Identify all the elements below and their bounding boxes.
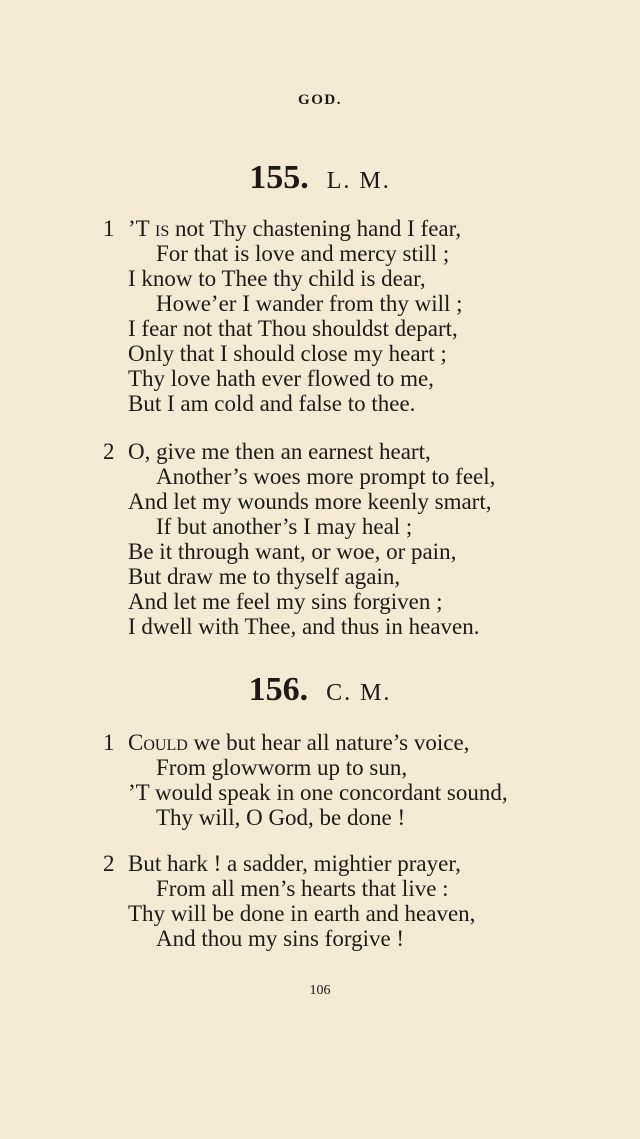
lead-small-caps: ’T is xyxy=(128,216,170,241)
page-number: 106 xyxy=(309,983,331,998)
hymn-number: 155. xyxy=(249,159,309,196)
stanza-line: I know to Thee thy child is dear, xyxy=(128,266,426,291)
stanza-line: I dwell with Thee, and thus in heaven. xyxy=(128,614,480,639)
hymn-number: 156. xyxy=(248,671,309,708)
stanza-line: And let my wounds more keenly smart, xyxy=(128,489,492,514)
stanza-line: But hark ! a sadder, mightier prayer, xyxy=(128,851,461,876)
verse-number: 1 xyxy=(103,730,115,755)
hymn-156-heading xyxy=(0,670,640,713)
stanza-line: Thy love hath ever flowed to me, xyxy=(128,366,434,391)
stanza-line: And let me feel my sins forgiven ; xyxy=(128,589,443,614)
verse-number: 2 xyxy=(103,439,115,464)
stanza-line xyxy=(128,216,461,241)
stanza-line: Only that I should close my heart ; xyxy=(128,341,447,366)
stanza-line: I fear not that Thou shouldst depart, xyxy=(128,316,458,341)
hymn-meter: C. M. xyxy=(326,680,392,706)
stanza-line xyxy=(128,730,469,755)
first-line-rest: not Thy chastening hand I fear, xyxy=(169,216,462,241)
first-line-rest: we but hear all nature’s voice, xyxy=(187,730,470,755)
stanza-line: If but another’s I may heal ; xyxy=(156,514,413,539)
stanza-line: Be it through want, or woe, or pain, xyxy=(128,539,457,564)
stanza-line: Thy will, O God, be done ! xyxy=(156,805,406,830)
stanza-line: Howe’er I wander from thy will ; xyxy=(156,291,463,316)
stanza-line: And thou my sins forgive ! xyxy=(156,926,405,951)
stanza-line: Another’s woes more prompt to feel, xyxy=(156,464,496,489)
hymn-155-heading xyxy=(0,158,640,201)
stanza-line: But I am cold and false to thee. xyxy=(128,391,416,416)
stanza-line: Thy will be done in earth and heaven, xyxy=(128,901,476,926)
stanza-line: But draw me to thyself again, xyxy=(128,564,401,589)
stanza-line: For that is love and mercy still ; xyxy=(156,241,450,266)
verse-number: 1 xyxy=(103,216,115,241)
stanza-line: From glowworm up to sun, xyxy=(156,755,408,780)
stanza-line: From all men’s hearts that live : xyxy=(156,876,449,901)
lead-small-caps: Could xyxy=(128,730,188,755)
verse-number: 2 xyxy=(103,851,115,876)
stanza-line: O, give me then an earnest heart, xyxy=(128,439,431,464)
hymn-meter: L. M. xyxy=(326,168,391,194)
running-head: GOD. xyxy=(298,92,342,108)
stanza-line: ’T would speak in one concordant sound, xyxy=(128,780,508,805)
